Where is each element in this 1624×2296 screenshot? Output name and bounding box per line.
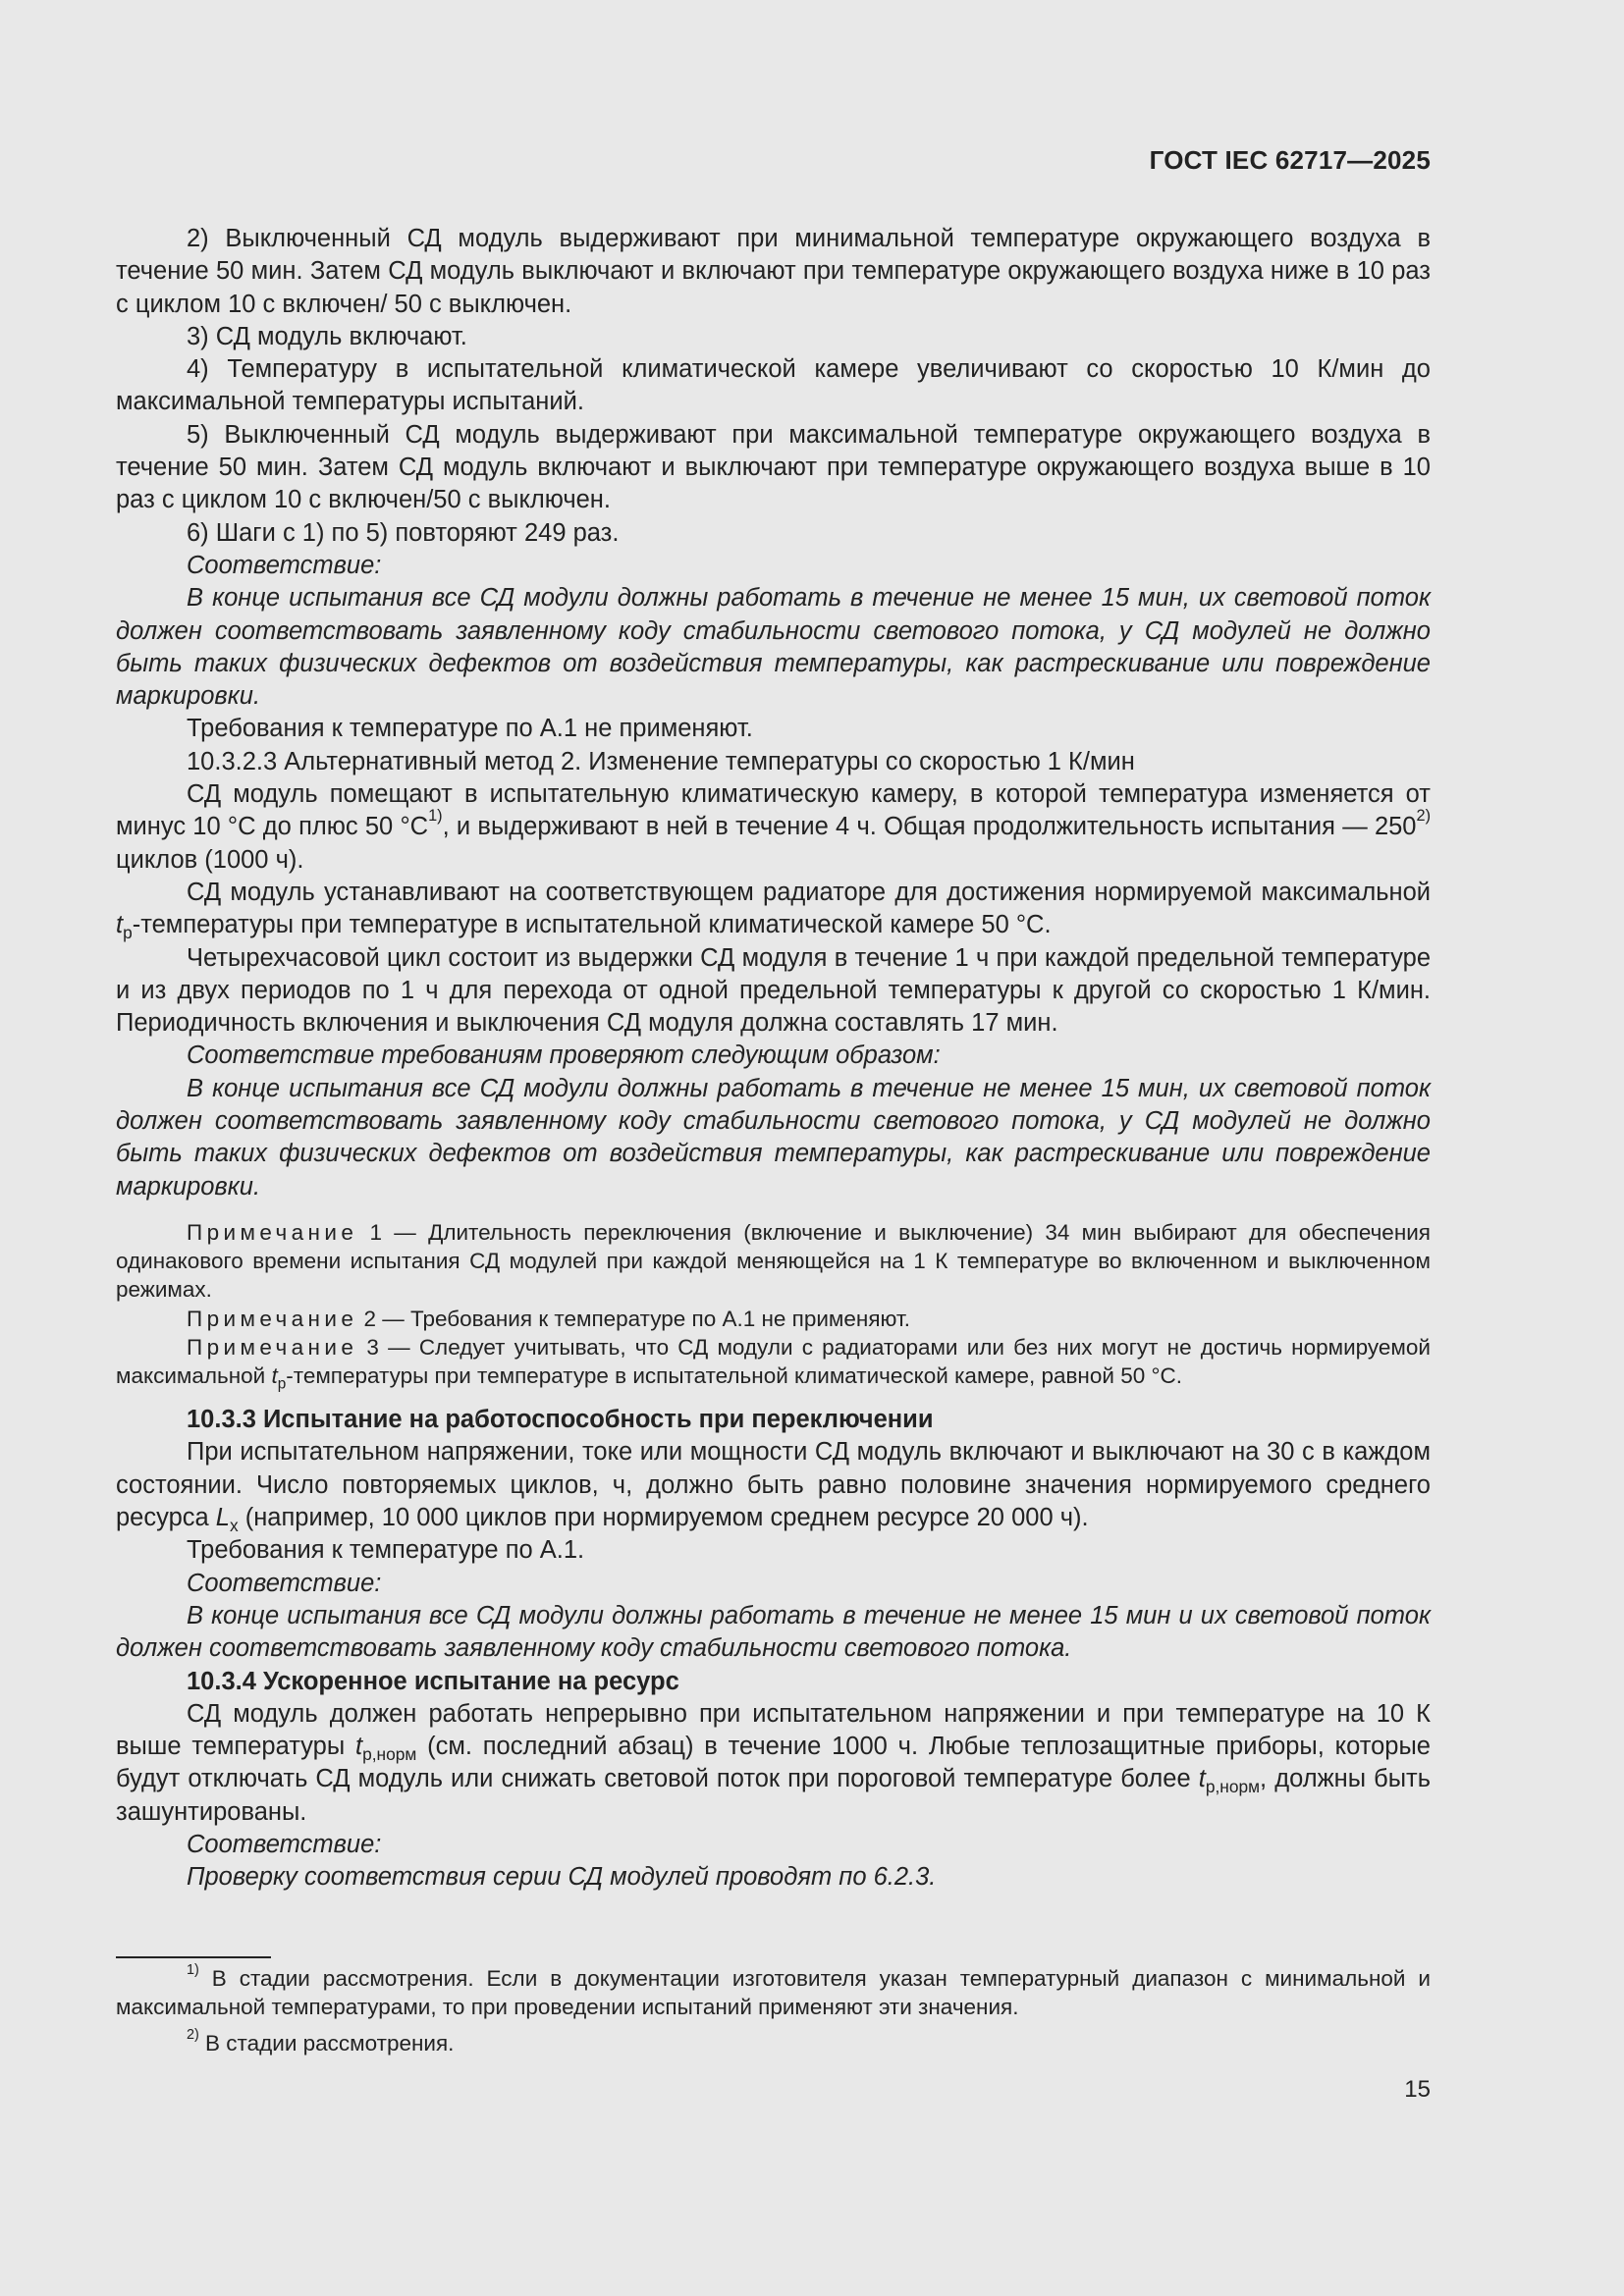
paragraph-step-6: 6) Шаги с 1) по 5) повторяют 249 раз. xyxy=(187,518,620,547)
footnote-mark: 2) xyxy=(187,2026,199,2043)
symbol-t: t xyxy=(271,1362,278,1388)
paragraph-temperature-req: Требования к температуре по А.1 не применяют. xyxy=(187,715,753,743)
compliance-label: Соответствие: xyxy=(187,1569,382,1597)
note-number: 3 — xyxy=(357,1334,419,1360)
section-10-3-4-heading: 10.3.4 Ускоренное испытание на ресурс xyxy=(187,1667,679,1695)
compliance-label: Соответствие требованиям проверяют следующим образом: xyxy=(187,1041,941,1070)
text-run: , и выдерживают в ней в течение 4 ч. Общая продолжительность испытания — 250 xyxy=(442,813,1417,841)
section-10-3-2-3-heading: 10.3.2.3 Альтернативный метод 2. Изменение температуры со скоростью 1 К/мин xyxy=(187,747,1135,775)
footnote-ref-1: 1) xyxy=(428,807,443,826)
footnote-1 xyxy=(116,1961,1431,2021)
paragraph-step-5: 5) Выключенный СД модуль выдерживают при максимальной температуре окружающего воздуха в течение 50 мин. Затем СД модуль включают и выключают при температуре окружающего воздуха выше в 10 раз с циклом 10 с включен/50 с выключен. xyxy=(116,420,1431,514)
note-label: Примечание xyxy=(187,1306,358,1331)
document-body xyxy=(116,223,1431,1895)
note-number: 2 — xyxy=(357,1306,411,1331)
symbol-t: t xyxy=(354,1733,363,1761)
note-text: Следует учитывать, что СД модули с радиаторами или без них могут не достичь нормируемой максимальной xyxy=(116,1334,1431,1388)
note-3 xyxy=(116,1333,1431,1393)
symbol-subscript: p,норм xyxy=(362,1744,417,1765)
footnote-2 xyxy=(116,2026,1431,2057)
text-run: (см. последний абзац) в течение 1000 ч. Любые теплозащитные приборы, которые будут отключать СД модуль или снижать световой поток при пороговой температуре более xyxy=(116,1733,1431,1793)
text-run: -температуры при температуре в испытательной климатической камере 50 °С. xyxy=(132,911,1052,939)
text-run: циклов (1000 ч). xyxy=(116,845,304,874)
symbol-L: L xyxy=(215,1504,230,1532)
footnote-text: В стадии рассмотрения. Если в документации изготовителя указан температурный диапазон с минимальной и максимальной температурами, то при проведении испытаний применяют эти значения. xyxy=(116,1966,1431,2019)
paragraph-step-4: 4) Температуру в испытательной климатической камере увеличивают со скоростью 10 К/мин до максимальной температуры испытаний. xyxy=(116,355,1431,416)
note-text: Длительность переключения (включение и выключение) 34 мин выбирают для обеспечения одинакового времени испытания СД модулей при каждой меняющейся на 1 К температуре во включенном и выключенном режимах. xyxy=(116,1219,1431,1303)
footnote-separator xyxy=(116,1956,271,1958)
compliance-text: В конце испытания все СД модули должны работать в течение не менее 15 мин и их световой поток должен соответствовать заявленному коду стабильности светового потока. xyxy=(116,1601,1431,1663)
note-1 xyxy=(116,1218,1431,1305)
paragraph-step-3: 3) СД модуль включают. xyxy=(187,322,467,350)
symbol-t: t xyxy=(1198,1765,1206,1793)
paragraph-step-2: 2) Выключенный СД модуль выдерживают при минимальной температуре окружающего воздуха в течение 50 мин. Затем СД модуль выключают и включают при температуре окружающего воздуха ниже в 10 раз с циклом 10 с включен/ 50 с выключен. xyxy=(116,225,1431,318)
footnote-mark: 1) xyxy=(187,1961,199,1978)
paragraph-switching xyxy=(116,1436,1431,1534)
footnote-text: В стадии рассмотрения. xyxy=(198,2031,455,2056)
paragraph-radiator xyxy=(116,877,1431,942)
text-run: СД модуль должен работать непрерывно при испытательном напряжении и при температуре на 10 К выше температуры xyxy=(116,1699,1431,1761)
text-run: (например, 10 000 циклов при нормируемом среднем ресурсе 20 000 ч). xyxy=(238,1504,1089,1532)
paragraph-accelerated xyxy=(116,1698,1431,1829)
note-text: -температуры при температуре в испытательной климатической камере, равной 50 °С. xyxy=(286,1362,1182,1388)
page-number: 15 xyxy=(1404,2076,1431,2103)
footnotes xyxy=(116,1961,1431,2057)
compliance-text: В конце испытания все СД модули должны работать в течение не менее 15 мин, их световой поток должен соответствовать заявленному коду стабильности светового потока, у СД модулей не должно быть таких физических дефектов от воздействия температуры, как растрескивание или повреждение маркировки. xyxy=(116,584,1431,711)
compliance-text: В конце испытания все СД модули должны работать в течение не менее 15 мин, их световой поток должен соответствовать заявленному коду стабильности светового потока, у СД модулей не должно быть таких физических дефектов от воздействия температуры, как растрескивание или повреждение маркировки. xyxy=(116,1074,1431,1201)
note-number: 1 — xyxy=(357,1219,429,1245)
note-label: Примечание xyxy=(187,1334,358,1360)
symbol-subscript: p,норм xyxy=(1205,1777,1261,1797)
note-2 xyxy=(116,1305,1431,1333)
symbol-t: t xyxy=(116,911,124,939)
paragraph-temperature-req: Требования к температуре по А.1. xyxy=(187,1536,585,1565)
compliance-label: Соответствие: xyxy=(187,551,382,579)
document-header: ГОСТ IEC 62717—2025 xyxy=(1149,145,1431,175)
section-10-3-3-heading: 10.3.3 Испытание на работоспособность при переключении xyxy=(187,1406,934,1434)
compliance-text: Проверку соответствия серии СД модулей проводят по 6.2.3. xyxy=(187,1863,937,1892)
footnote-ref-2: 2) xyxy=(1416,807,1432,826)
text-run: , должны быть зашунтированы. xyxy=(116,1765,1431,1826)
symbol-subscript: p xyxy=(123,923,133,943)
compliance-label: Соответствие: xyxy=(187,1830,382,1858)
notes-block xyxy=(116,1218,1431,1393)
symbol-subscript: x xyxy=(229,1516,239,1536)
text-run: СД модуль помещают в испытательную климатическую камеру, в которой температура изменяется от минус 10 °С до плюс 50 °С xyxy=(116,780,1431,841)
paragraph-cycle: Четырехчасовой цикл состоит из выдержки СД модуля в течение 1 ч при каждой предельной температуре и из двух периодов по 1 ч для перехода от одной предельной температуры к другой со скоростью 1 К/мин. Периодичность включения и выключения СД модуля должна составлять 17 мин. xyxy=(116,943,1431,1038)
paragraph-climate-chamber xyxy=(116,778,1431,877)
note-label: Примечание xyxy=(187,1219,358,1245)
note-text: Требования к температуре по А.1 не применяют. xyxy=(410,1306,910,1331)
symbol-subscript: p xyxy=(277,1375,287,1393)
text-run: При испытательном напряжении, токе или мощности СД модуль включают и выключают на 30 с в каждом состоянии. Число повторяемых циклов, ч, должно быть равно половине значения нормируемого среднего ресурса xyxy=(116,1438,1431,1532)
text-run: СД модуль устанавливают на соответствующем радиаторе для достижения нормируемой максимальной xyxy=(187,878,1431,906)
